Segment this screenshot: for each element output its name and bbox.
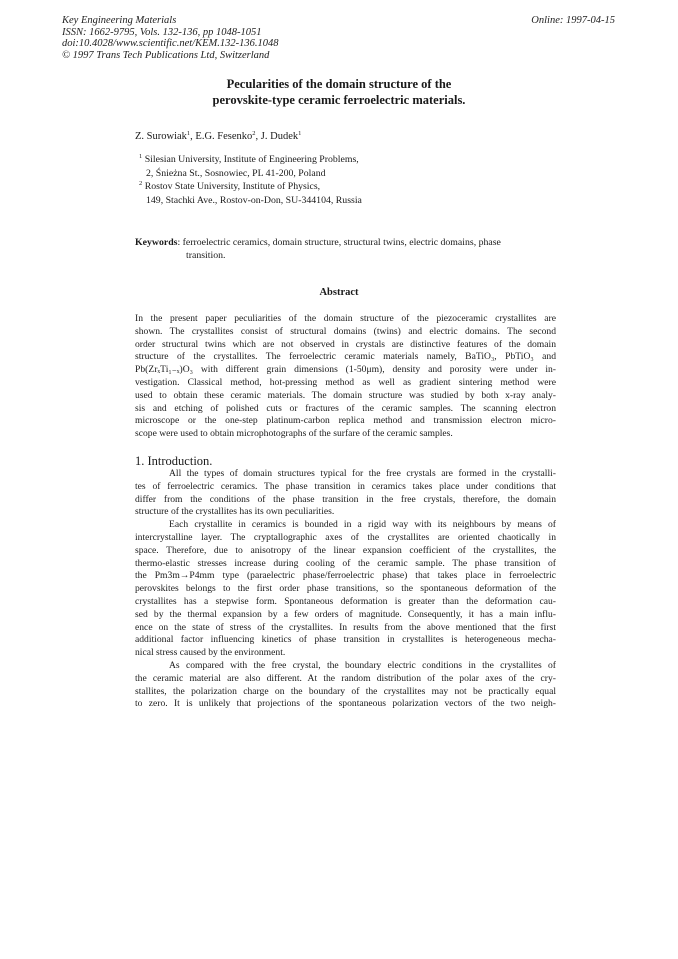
affil-2-sup: 2: [139, 180, 143, 188]
affil-1-line-2: 2, Śnieżna St., Sosnowiec, PL 41-200, Poland: [146, 167, 326, 179]
author-name: Z. Surowiak: [135, 131, 187, 142]
copyright-line: © 1997 Trans Tech Publications Ltd, Switzerland: [62, 49, 270, 61]
abstract-line: microscope or the one-step platinum-carbon replica method and transmission electron micro-: [135, 415, 556, 427]
abstract-line: used to obtain these ceramic materials. The domain structure was studied by both x-ray analy-: [135, 389, 556, 401]
abstract-line: order structural twins which are not observed in crystals are distinctive features of the domain: [135, 338, 556, 350]
abstract-line: structure of the crystallites. The ferroelectric ceramic materials namely, BaTiO₃, PbTiO₃ and: [135, 351, 556, 363]
abstract-line: scope were used to obtain microphotographs of the surfare of the ceramic samples.: [135, 428, 453, 440]
title-line-2: perovskite-type ceramic ferroelectric materials.: [212, 93, 466, 107]
paper-title: [0, 76, 678, 108]
keywords-line-1: : ferroelectric ceramics, domain structure, structural twins, electric domains, phase: [177, 237, 501, 248]
intro-line: space. Therefore, due to anisotropy of the linear expansion coefficient of the crystallites, the: [135, 544, 556, 556]
keywords: [135, 236, 555, 262]
intro-line: crystallites has a stepwise form. Spontaneous deformation is greater than the deformation cau-: [135, 595, 556, 607]
intro-line: tes of ferroelectric ceramics. The phase transition in ceramics takes place under conditions that: [135, 480, 556, 492]
author-separator: ,: [255, 131, 261, 142]
title-line-1: Pecularities of the domain structure of the: [226, 77, 452, 91]
author-affil-sup: 1: [186, 130, 191, 137]
intro-line: sed by the thermal expansion by a few orders of magnitude. Consequently, it has a main influ-: [135, 608, 556, 620]
intro-line: As compared with the free crystal, the boundary electric conditions in the crystallites of: [169, 659, 556, 671]
author-list: [135, 131, 301, 142]
intro-line: additional factor influencing kinetics of phase transition in crystallites is heterogeneous mecha-: [135, 634, 556, 646]
abstract-line: In the present paper peculiarities of the domain structure of the piezoceramic crystallites are: [135, 313, 556, 324]
issn-line: ISSN: 1662-9795, Vols. 132-136, pp 1048-1051: [62, 26, 262, 38]
section-heading-introduction: 1. Introduction.: [135, 454, 213, 468]
intro-line: differ from the conditions of the phase transition in the free crystals, therefore, the domain: [135, 493, 556, 505]
intro-line: thermo-elastic stresses increase during cooling of the ceramic sample. The phase transition of: [135, 557, 556, 569]
author-name: J. Dudek: [260, 131, 299, 142]
affil-1-sup: 1: [139, 153, 143, 160]
abstract-body: [135, 313, 556, 441]
intro-line: to zero. It is unlikely that projections of the spontaneous polarization vectors of the two neigh-: [135, 698, 556, 710]
abstract-line: shown. The crystallites consist of structural domains (twins) and electric domains. The second: [135, 325, 556, 337]
author-separator: ,: [190, 131, 196, 142]
intro-line: the ceramic material are also different. At the random distribution of the polar axes of the cry-: [135, 672, 556, 684]
intro-line: structure of the crystallites has its own peculiarities.: [135, 506, 335, 518]
abstract-line: vestigation. Classical method, hot-pressing method as well as gradient sintering method were: [135, 376, 556, 388]
affil-1-line-1: Silesian University, Institute of Engineering Problems,: [144, 154, 359, 165]
abstract-line: sis and etching of polished cuts or fractures of the ceramic samples. The scanning electron: [135, 402, 556, 414]
abstract-heading: Abstract: [319, 287, 359, 298]
intro-line: Each crystallite in ceramics is bounded in a rigid way with its neighbours by means of: [169, 519, 556, 531]
intro-line: nical stress caused by the environment.: [135, 647, 286, 659]
intro-line: the Pm3m→P4mm type (paraelectric phase/ferroelectric phase) that takes place in ferroelectric: [135, 570, 556, 582]
abstract-line: Pb(ZrₓTi₁₋ₓ)O₃ with different grain dimensions (1-50μm), density and porosity were under in-: [135, 364, 556, 376]
intro-line: intercrystalline layer. The cryptallographic axes of the crystallites are oriented chaotically in: [135, 531, 556, 543]
author-affil-sup: 1: [298, 130, 302, 137]
publication-header: [62, 15, 279, 61]
online-date: Online: 1997-04-15: [531, 15, 615, 26]
affil-2-line-2: 149, Stachki Ave., Rostov-on-Don, SU-344104, Russia: [146, 194, 362, 206]
author-name: E.G. Fesenko: [195, 131, 253, 142]
intro-line: perovskites belongs to the first order phase transitions, so the spontaneous deformation of the: [135, 583, 556, 595]
intro-line: All the types of domain structures typical for the free crystals are formed in the crystalli-: [169, 468, 556, 479]
keywords-label: Keywords: [135, 237, 178, 248]
introduction-body: [135, 468, 556, 711]
journal-name: Key Engineering Materials: [62, 15, 177, 26]
doi-line: doi:10.4028/www.scientific.net/KEM.132-136.1048: [62, 38, 279, 49]
keywords-line-2: transition.: [186, 250, 226, 261]
intro-line: stallites, the polarization charge on the boundary of the crystallites may not be practically equal: [135, 685, 556, 697]
author-affil-sup: 2: [252, 130, 256, 137]
affiliations: [135, 153, 362, 207]
affil-2-line-1: Rostov State University, Institute of Physics,: [144, 181, 321, 193]
intro-line: ence on the state of stress of the crystallites. In results from the above mentioned that the first: [135, 621, 556, 633]
